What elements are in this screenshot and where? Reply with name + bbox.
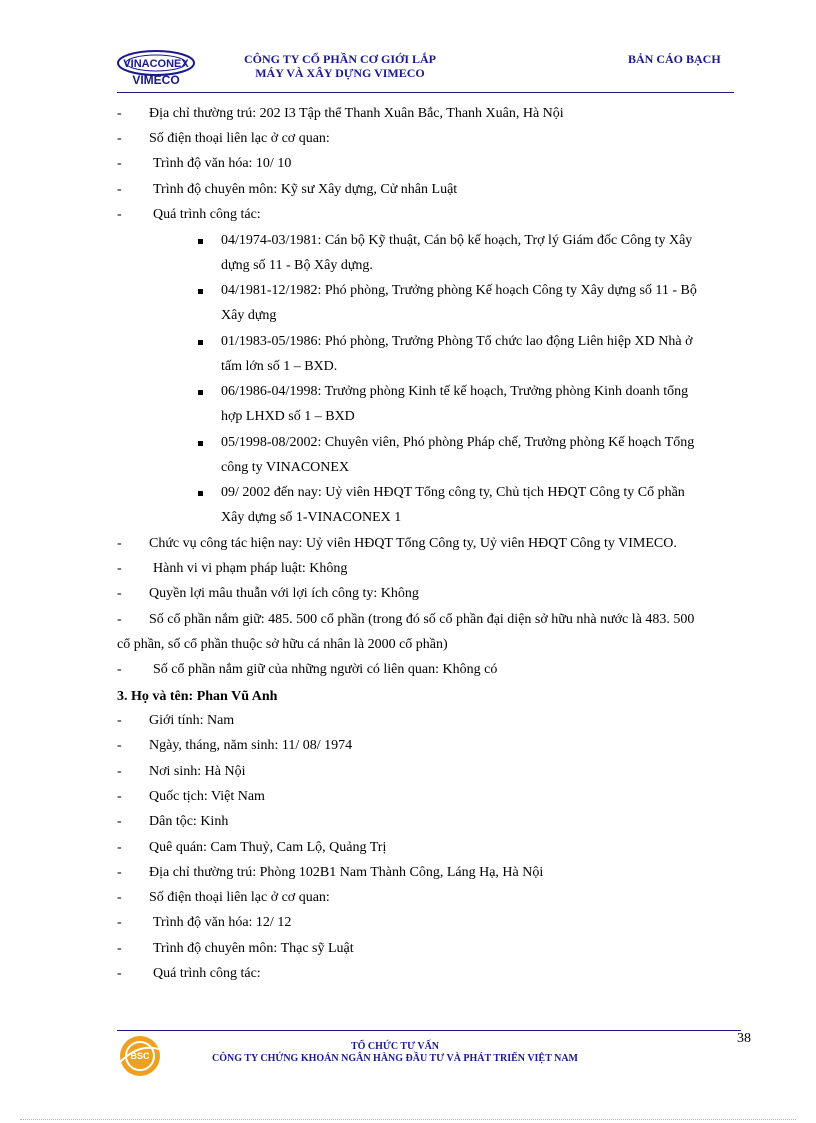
bullet-marker [198, 491, 203, 496]
list-item: Địa chỉ thường trú: 202 I3 Tập thể Thanh Xuân Bắc, Thanh Xuân, Hà Nội [149, 106, 564, 121]
list-item: Trình độ chuyên môn: Thạc sỹ Luật [153, 941, 354, 956]
career-line: 09/ 2002 đến nay: Uỷ viên HĐQT Tổng công ty, Chủ tịch HĐQT Công ty Cổ phần [221, 485, 685, 500]
career-line: 01/1983-05/1986: Phó phòng, Trưởng Phòng Tổ chức lao động Liên hiệp XD Nhà ở [221, 334, 693, 349]
document-title: BẢN CÁO BẠCH [628, 52, 721, 66]
dash-marker: - [117, 738, 122, 753]
list-item: Quốc tịch: Việt Nam [149, 789, 265, 804]
page-boundary [20, 1119, 796, 1120]
dash-marker: - [117, 536, 122, 551]
career-line: 04/1981-12/1982: Phó phòng, Trưởng phòng Kế hoạch Công ty Xây dựng số 11 - Bộ [221, 283, 697, 298]
list-item: Trình độ chuyên môn: Kỹ sư Xây dựng, Cử nhân Luật [153, 182, 458, 197]
list-item: Trình độ văn hóa: 12/ 12 [153, 915, 292, 930]
section-heading: 3. Họ và tên: Phan Vũ Anh [117, 689, 278, 704]
career-line-cont: dựng số 11 - Bộ Xây dựng. [221, 258, 373, 273]
vinaconex-logo [116, 50, 196, 86]
company-line-1: CÔNG TY CỔ PHẦN CƠ GIỚI LẮP [243, 52, 436, 66]
career-line: 05/1998-08/2002: Chuyên viên, Phó phòng Pháp chế, Trưởng phòng Kế hoạch Tổng [221, 435, 695, 450]
dash-marker: - [117, 713, 122, 728]
career-line-cont: hợp LHXD số 1 – BXD [221, 409, 355, 424]
dash-marker: - [117, 612, 122, 627]
dash-marker: - [117, 131, 122, 146]
related-shares: Số cổ phần nắm giữ của những người có liên quan: Không có [153, 662, 498, 677]
dash-marker: - [117, 662, 122, 677]
dash-marker: - [117, 156, 122, 171]
footer-advisor-name: CÔNG TY CHỨNG KHOÁN NGÂN HÀNG ĐẦU TƯ VÀ PHÁT TRIỂN VIỆT NAM [212, 1053, 578, 1064]
career-line-cont: Xây dựng [221, 308, 277, 323]
list-item: Trình độ văn hóa: 10/ 10 [153, 156, 292, 171]
bullet-marker [198, 390, 203, 395]
dash-marker: - [117, 182, 122, 197]
dash-marker: - [117, 865, 122, 880]
list-item: Địa chỉ thường trú: Phòng 102B1 Nam Thành Công, Láng Hạ, Hà Nội [149, 865, 544, 880]
dash-marker: - [117, 941, 122, 956]
career-line-cont: công ty VINACONEX [221, 460, 350, 475]
career-line-cont: Xây dựng số 1-VINACONEX 1 [221, 510, 402, 525]
shares-line-1: Số cổ phần nắm giữ: 485. 500 cổ phần (trong đó số cổ phần đại diện sở hữu nhà nước là 483. 500 [149, 612, 695, 627]
page-number: 38 [737, 1031, 751, 1046]
career-line-cont: tấm lớn số 1 – BXD. [221, 359, 338, 374]
dash-marker: - [117, 207, 122, 222]
dash-marker: - [117, 586, 122, 601]
list-item: Nơi sinh: Hà Nội [149, 764, 246, 779]
dash-marker: - [117, 106, 122, 121]
list-item: Hành vi vi phạm pháp luật: Không [153, 561, 348, 576]
dash-marker: - [117, 764, 122, 779]
dash-marker: - [117, 890, 122, 905]
footer-divider [117, 1030, 741, 1031]
logo-text-bottom: VIMECO [132, 73, 180, 86]
dash-marker: - [117, 966, 122, 981]
list-item: Quá trình công tác: [153, 207, 261, 222]
list-item: Ngày, tháng, năm sinh: 11/ 08/ 1974 [149, 738, 353, 753]
dash-marker: - [117, 789, 122, 804]
career-line: 06/1986-04/1998: Trưởng phòng Kinh tế kế hoạch, Trưởng phòng Kinh doanh tổng [221, 384, 689, 399]
logo-text-top: VINACONEX [123, 58, 189, 70]
list-item: Số điện thoại liên lạc ở cơ quan: [149, 890, 330, 905]
footer-advisor-label: TỔ CHỨC TƯ VẤN [350, 1041, 440, 1052]
bullet-marker [198, 239, 203, 244]
company-line-2: MÁY VÀ XÂY DỰNG VIMECO [255, 66, 425, 80]
company-name [220, 52, 460, 80]
career-line: 04/1974-03/1981: Cán bộ Kỹ thuật, Cán bộ kế hoạch, Trợ lý Giám đốc Công ty Xây [221, 233, 693, 248]
shares-line-2: cổ phần, số cổ phần thuộc sở hữu cá nhân là 2000 cổ phần) [117, 637, 448, 652]
dash-marker: - [117, 915, 122, 930]
list-item: Số điện thoại liên lạc ở cơ quan: [149, 131, 330, 146]
header-divider [117, 92, 734, 93]
bullet-marker [198, 289, 203, 294]
list-item: Quyền lợi mâu thuẫn với lợi ích công ty: Không [149, 586, 419, 601]
bsc-logo-text: BSC [130, 1051, 150, 1061]
dash-marker: - [117, 840, 122, 855]
bullet-marker [198, 441, 203, 446]
list-item: Dân tộc: Kinh [149, 814, 229, 829]
list-item: Quê quán: Cam Thuỷ, Cam Lộ, Quảng Trị [149, 840, 387, 855]
bullet-marker [198, 340, 203, 345]
list-item: Giới tính: Nam [149, 713, 235, 728]
list-item: Quá trình công tác: [153, 966, 261, 981]
dash-marker: - [117, 561, 122, 576]
dash-marker: - [117, 814, 122, 829]
list-item: Chức vụ công tác hiện nay: Uỷ viên HĐQT Tổng Công ty, Uỷ viên HĐQT Công ty VIMECO. [149, 536, 677, 551]
